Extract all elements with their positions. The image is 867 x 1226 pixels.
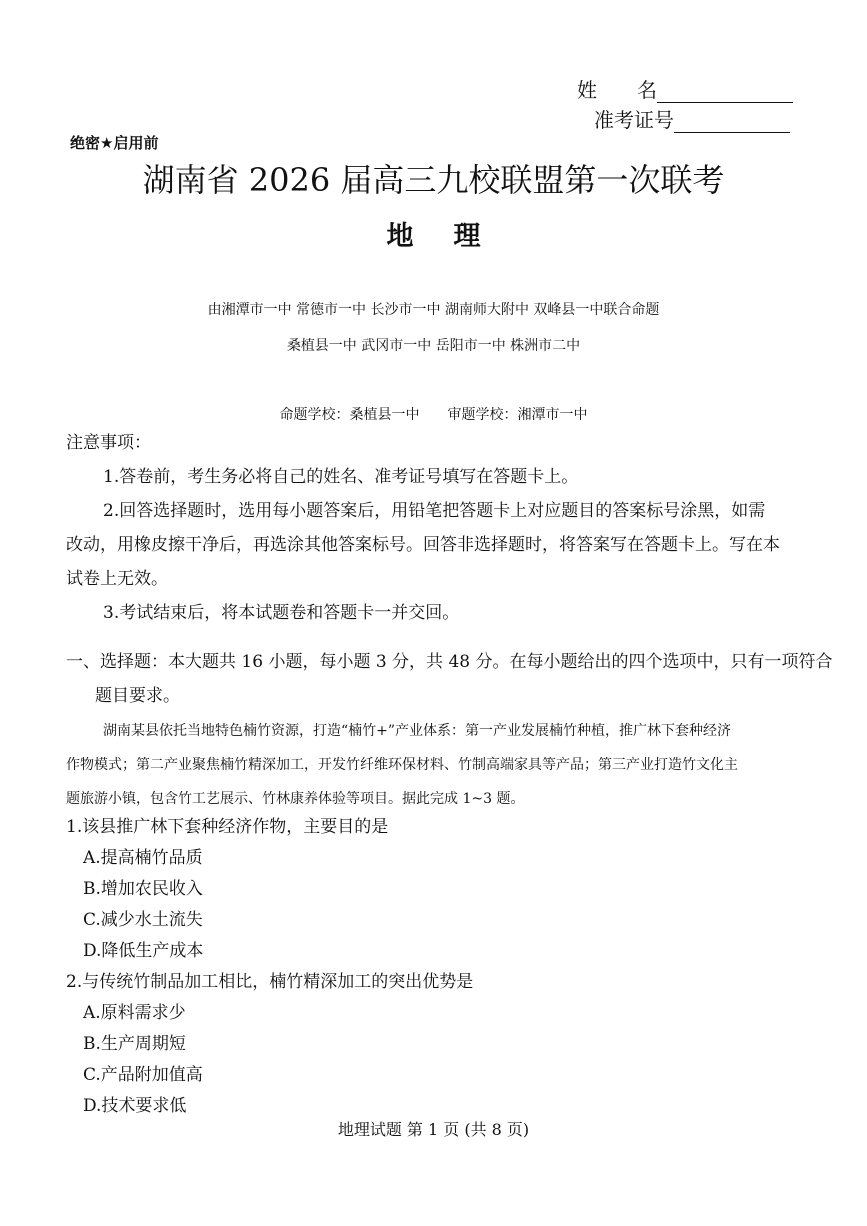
notes-item-2-line-3: 试卷上无效。 [66, 569, 168, 589]
name-label: 姓 名 [577, 78, 657, 102]
question-list [66, 812, 473, 1122]
option-b: B.生产周期短 [83, 1034, 186, 1054]
schools-line-1: 由湘潭市一中 常德市一中 长沙市一中 湖南师大附中 双峰县一中联合命题 [207, 302, 660, 318]
section-1-instructions [66, 645, 833, 713]
option-b: B.增加农民收入 [83, 879, 203, 899]
exam-id-label: 准考证号 [594, 108, 674, 132]
page-title: 湖南省 2026 届高三九校联盟第一次联考 [142, 161, 725, 199]
option-a: A.提高楠竹品质 [83, 848, 203, 868]
option-a: A.原料需求少 [83, 1003, 186, 1023]
option-d: D.降低生产成本 [83, 941, 204, 961]
option-d: D.技术要求低 [83, 1096, 187, 1116]
exam-id-field-row [594, 104, 790, 133]
exam-id-blank [674, 112, 790, 133]
notes-item-2-line-1: 2.回答选择题时，选用每小题答案后，用铅笔把答题卡上对应题目的答案标号涂黑，如需 [103, 501, 766, 521]
notes-item-2-line-2: 改动，用橡皮擦干净后，再选涂其他答案标号。回答非选择题时，将答案写在答题卡上。写在本 [66, 535, 780, 555]
question-stem: 1.该县推广林下套种经济作物，主要目的是 [66, 817, 389, 837]
name-blank [657, 82, 793, 103]
passage-line-2: 作物模式；第二产业聚焦楠竹精深加工，开发竹纤维环保材料、竹制高端家具等产品；第三产业打造竹文化主 [66, 757, 738, 773]
schools-line-2: 桑植县一中 武冈市一中 岳阳市一中 株洲市二中 [286, 338, 581, 354]
name-field-row [577, 74, 793, 103]
schools-line-3: 命题学校：桑植县一中 审题学校：湘潭市一中 [279, 407, 588, 423]
subject-title: 地理 [386, 221, 521, 252]
page-footer: 地理试题 第 1 页 (共 8 页) [337, 1120, 530, 1139]
secret-label: 绝密★启用前 [70, 134, 159, 152]
notes-item-3: 3.考试结束后，将本试题卷和答题卡一并交回。 [103, 603, 460, 623]
section-1-line-2: 题目要求。 [95, 686, 180, 706]
question-2 [66, 967, 473, 1122]
option-c: C.产品附加值高 [83, 1065, 203, 1085]
notes-heading: 注意事项： [66, 433, 151, 453]
passage-line-3: 题旅游小镇，包含竹工艺展示、竹林康养体验等项目。据此完成 1~3 题。 [66, 791, 525, 807]
question-stem: 2.与传统竹制品加工相比，楠竹精深加工的突出优势是 [66, 972, 474, 992]
passage-line-1: 湖南某县依托当地特色楠竹资源，打造“楠竹+”产业体系：第一产业发展楠竹种植，推广林下套种经济 [103, 723, 732, 739]
notes-item-1: 1.答卷前，考生务必将自己的姓名、准考证号填写在答题卡上。 [103, 467, 579, 487]
question-1 [66, 812, 473, 967]
notes-section [66, 426, 780, 630]
passage [66, 714, 738, 816]
section-1-line-1: 一、选择题：本大题共 16 小题，每小题 3 分，共 48 分。在每小题给出的四个选项中，只有一项符合 [66, 652, 833, 672]
option-c: C.减少水土流失 [83, 910, 203, 930]
